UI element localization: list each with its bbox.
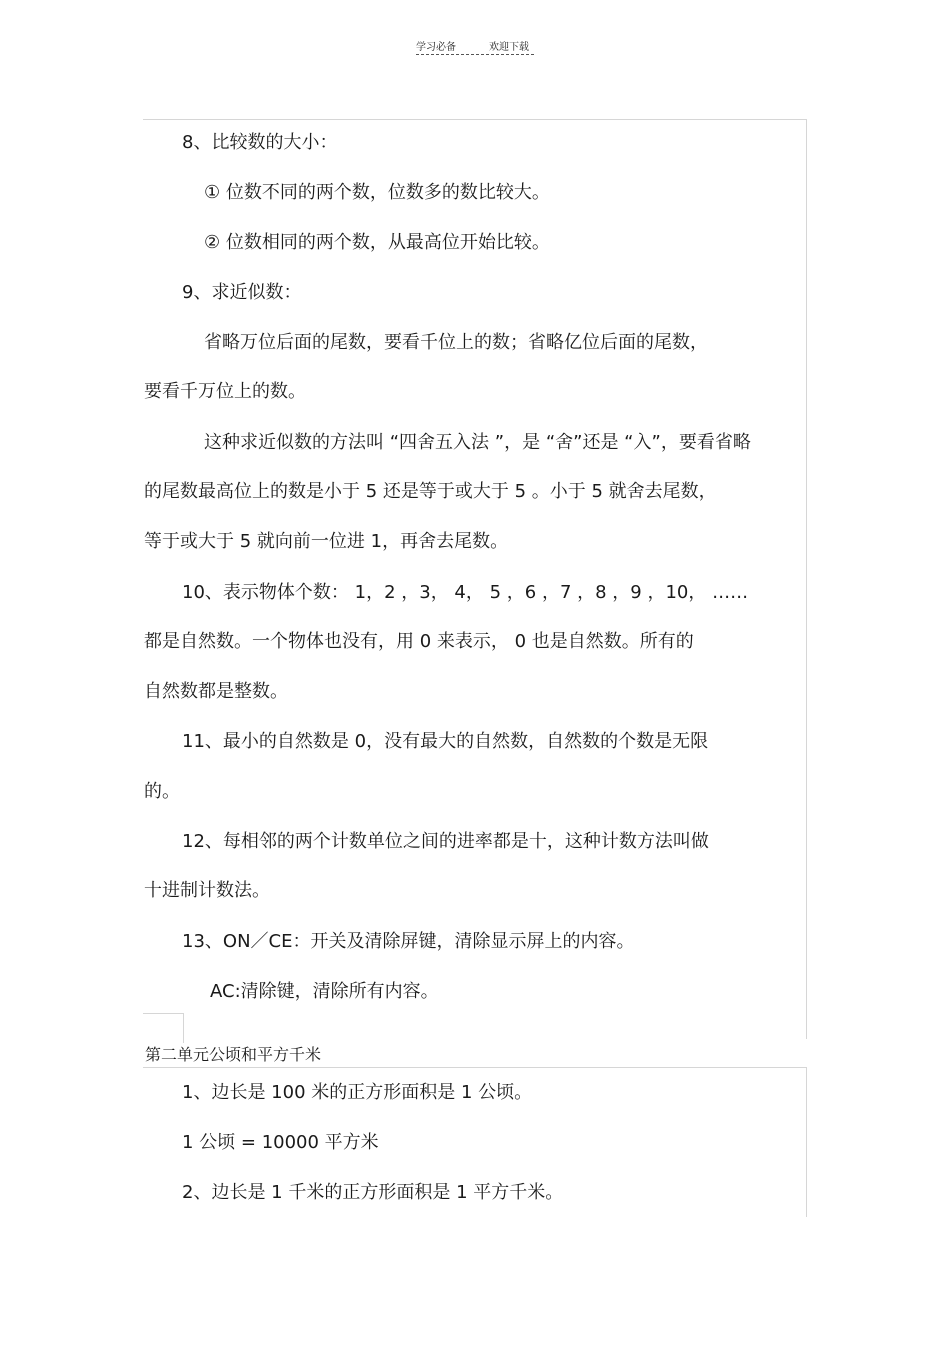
item-11-line-2: 的。 [144, 781, 180, 802]
section2-item-2: 2、边长是 1 千米的正方形面积是 1 平方千米。 [182, 1182, 564, 1203]
item-11-line-1: 11、最小的自然数是 0，没有最大的自然数，自然数的个数是无限 [182, 731, 709, 752]
section1-frame-tail [143, 1013, 184, 1043]
header-right-text: 欢迎下载 [489, 42, 529, 53]
item-8-point-2: ② 位数相同的两个数，从最高位开始比较。 [204, 232, 550, 253]
item-10-line-1: 10、表示物体个数： 1，2 ，3， 4， 5 ，6 ，7 ，8 ，9 ，10， …… [182, 582, 749, 603]
section2-item-1-equation: 1 公顷 = 10000 平方米 [182, 1132, 379, 1153]
item-9-line-4: 的尾数最高位上的数是小于 5 还是等于或大于 5 。小于 5 就舍去尾数， [144, 481, 717, 502]
item-9-line-5: 等于或大于 5 就向前一位进 1，再舍去尾数。 [144, 531, 509, 552]
item-10-line-2: 都是自然数。一个物体也没有，用 0 来表示， 0 也是自然数。所有的 [144, 631, 694, 652]
header-left-text: 学习必备 [416, 42, 456, 53]
item-8-point-1: ① 位数不同的两个数，位数多的数比较大。 [204, 182, 550, 203]
page-header [0, 38, 950, 60]
section2-title: 第二单元公顷和平方千米 [145, 1045, 322, 1064]
item-10-line-3: 自然数都是整数。 [144, 681, 288, 702]
item-9-heading: 9、求近似数： [182, 282, 302, 303]
header-dashed-rule [416, 54, 534, 55]
item-13-line-2: AC:清除键，清除所有内容。 [210, 981, 439, 1002]
item-13-line-1: 13、ON／CE：开关及清除屏键，清除显示屏上的内容。 [182, 931, 635, 952]
item-9-line-3: 这种求近似数的方法叫 “四舍五入法 ”，是 “舍”还是 “入”，要看省略 [204, 432, 751, 453]
item-8-heading: 8、比较数的大小： [182, 132, 338, 153]
item-12-line-1: 12、每相邻的两个计数单位之间的进率都是十，这种计数方法叫做 [182, 831, 709, 852]
section2-item-1: 1、边长是 100 米的正方形面积是 1 公顷。 [182, 1082, 533, 1103]
item-9-line-1: 省略万位后面的尾数，要看千位上的数；省略亿位后面的尾数， [204, 332, 708, 353]
item-9-line-2: 要看千万位上的数。 [144, 381, 306, 402]
item-12-line-2: 十进制计数法。 [144, 880, 270, 901]
